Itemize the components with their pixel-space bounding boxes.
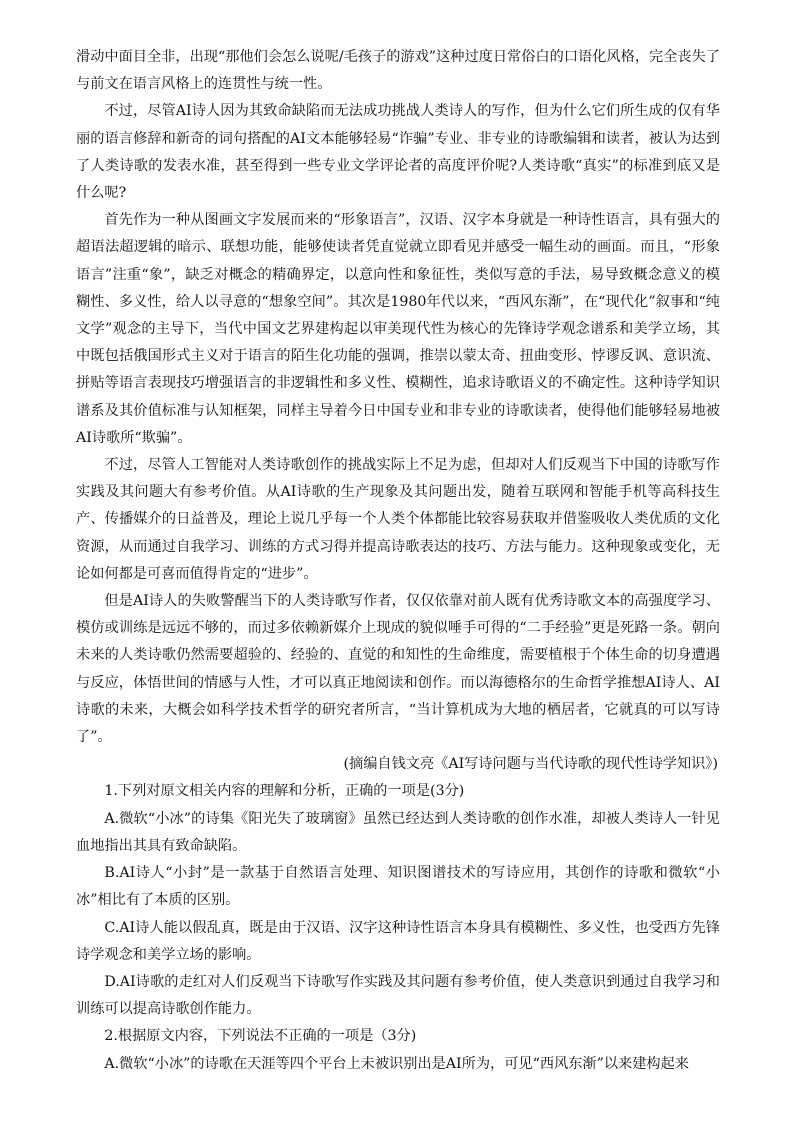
article-paragraph-3: 首先作为一种从图画文字发展而来的“形象语言”，汉语、汉字本身就是一种诗性语言，具有强大的超语法超逻辑的暗示、联想功能，能够使读者凭直觉就立即看见并感受一幅生动的画面。而且，“形象语言”注重“象”，缺乏对概念的精确界定，以意向性和象征性，类似写意的手法，易导致概念意义的模糊性、多义性，给人以寻意的“想象空间”。其次是1980年代以来，“西风东渐”，在“现代化”叙事和“纯文学”观念的主导下，当代中国文艺界建构起以审美现代性为核心的先锋诗学观念谱系和美学立场，其中既包括俄国形式主义对于语言的陌生化功能的强调，推崇以蒙太奇、扭曲变形、悖谬反讽、意识流、拼贴等语言表现技巧增强语言的非逻辑性和多义性、模糊性，追求诗歌语义的不确定性。这种诗学知识谱系及其价值标准与认知框架，同样主导着今日中国专业和非专业的诗歌读者，使得他们能够轻易地被AI诗歌所“欺骗”。	[76, 212, 720, 446]
article-paragraph-5: 但是AI诗人的失败警醒当下的人类诗歌写作者，仅仅依靠对前人既有优秀诗歌文本的高强度学习、模仿或训练是远远不够的，而过多依赖新媒介上现成的貌似唾手可得的“二手经验”更是死路一条。朝向未来的人类诗歌仍然需要超验的、经验的、直觉的和知性的生命维度，需要植根于个体生命的切身遭遇与反应，体悟世间的情感与人性，才可以真正地阅读和创作。而以海德格尔的生命哲学推想AI诗人、AI诗歌的未来，大概会如科学技术哲学的研究者所言，“当计算机成为大地的栖居者，它就真的可以写诗了”。	[76, 593, 720, 746]
question-1-option-a: A.微软“小冰”的诗集《阳光失了玻璃窗》虽然已经达到人类诗歌的创作水准，却被人类诗人一针见血地指出其具有致命缺陷。	[76, 810, 720, 854]
document-page	[76, 44, 720, 1078]
question-2-title: 2.根据原文内容，下列说法不正确的一项是（3分)	[104, 1028, 417, 1045]
question-1-option-b: B.AI诗人“小封”是一款基于自然语言处理、知识图谱技术的写诗应用，其创作的诗歌和微软“小冰”相比有了本质的区别。	[76, 865, 720, 909]
article-source: (摘编自钱文亮《AI写诗问题与当代诗歌的现代性诗学知识》)	[343, 756, 718, 773]
article-paragraph-2: 不过，尽管AI诗人因为其致命缺陷而无法成功挑战人类诗人的写作，但为什么它们所生成的仅有华丽的语言修辞和新奇的词句搭配的AI文本能够轻易“诈骗”专业、非专业的诗歌编辑和读者，被认为达到了人类诗歌的发表水准，甚至得到一些专业文学评论者的高度评价呢?人类诗歌“真实”的标准到底又是什么呢?	[76, 103, 720, 202]
article-body	[76, 44, 720, 778]
article-paragraph-1: 滑动中面目全非，出现“那他们会怎么说呢/毛孩子的游戏”这种过度日常俗白的口语化风格，完全丧失了与前文在语言风格上的连贯性与统一性。	[76, 49, 720, 93]
question-1	[76, 778, 720, 1023]
question-1-option-c: C.AI诗人能以假乱真，既是由于汉语、汉字这种诗性语言本身具有模糊性、多义性，也受西方先锋诗学观念和美学立场的影响。	[76, 919, 720, 963]
question-2-option-a: A.微软“小冰”的诗歌在天涯等四个平台上未被识别出是AI所为，可见“西风东渐”以来建构起来	[104, 1055, 689, 1072]
question-1-option-d: D.AI诗歌的走红对人们反观当下诗歌写作实践及其问题有参考价值，使人类意识到通过自我学习和训练可以提高诗歌创作能力。	[76, 973, 720, 1018]
article-paragraph-4: 不过，尽管人工智能对人类诗歌创作的挑战实际上不足为虑，但却对人们反观当下中国的诗歌写作实践及其问题大有参考价值。从AI诗歌的生产现象及其问题出发，随着互联网和智能手机等高科技生产、传播媒介的日益普及，理论上说几乎每一个人类个体都能比较容易获取并借鉴吸收人类优质的文化资源，从而通过自我学习、训练的方式习得并提高诗歌表达的技巧、方法与能力。这种现象或变化，无论如何都是可喜而值得肯定的“进步”。	[76, 457, 720, 582]
question-2	[76, 1023, 720, 1077]
question-1-title: 1.下列对原文相关内容的理解和分析，正确的一项是(3分)	[104, 783, 465, 800]
